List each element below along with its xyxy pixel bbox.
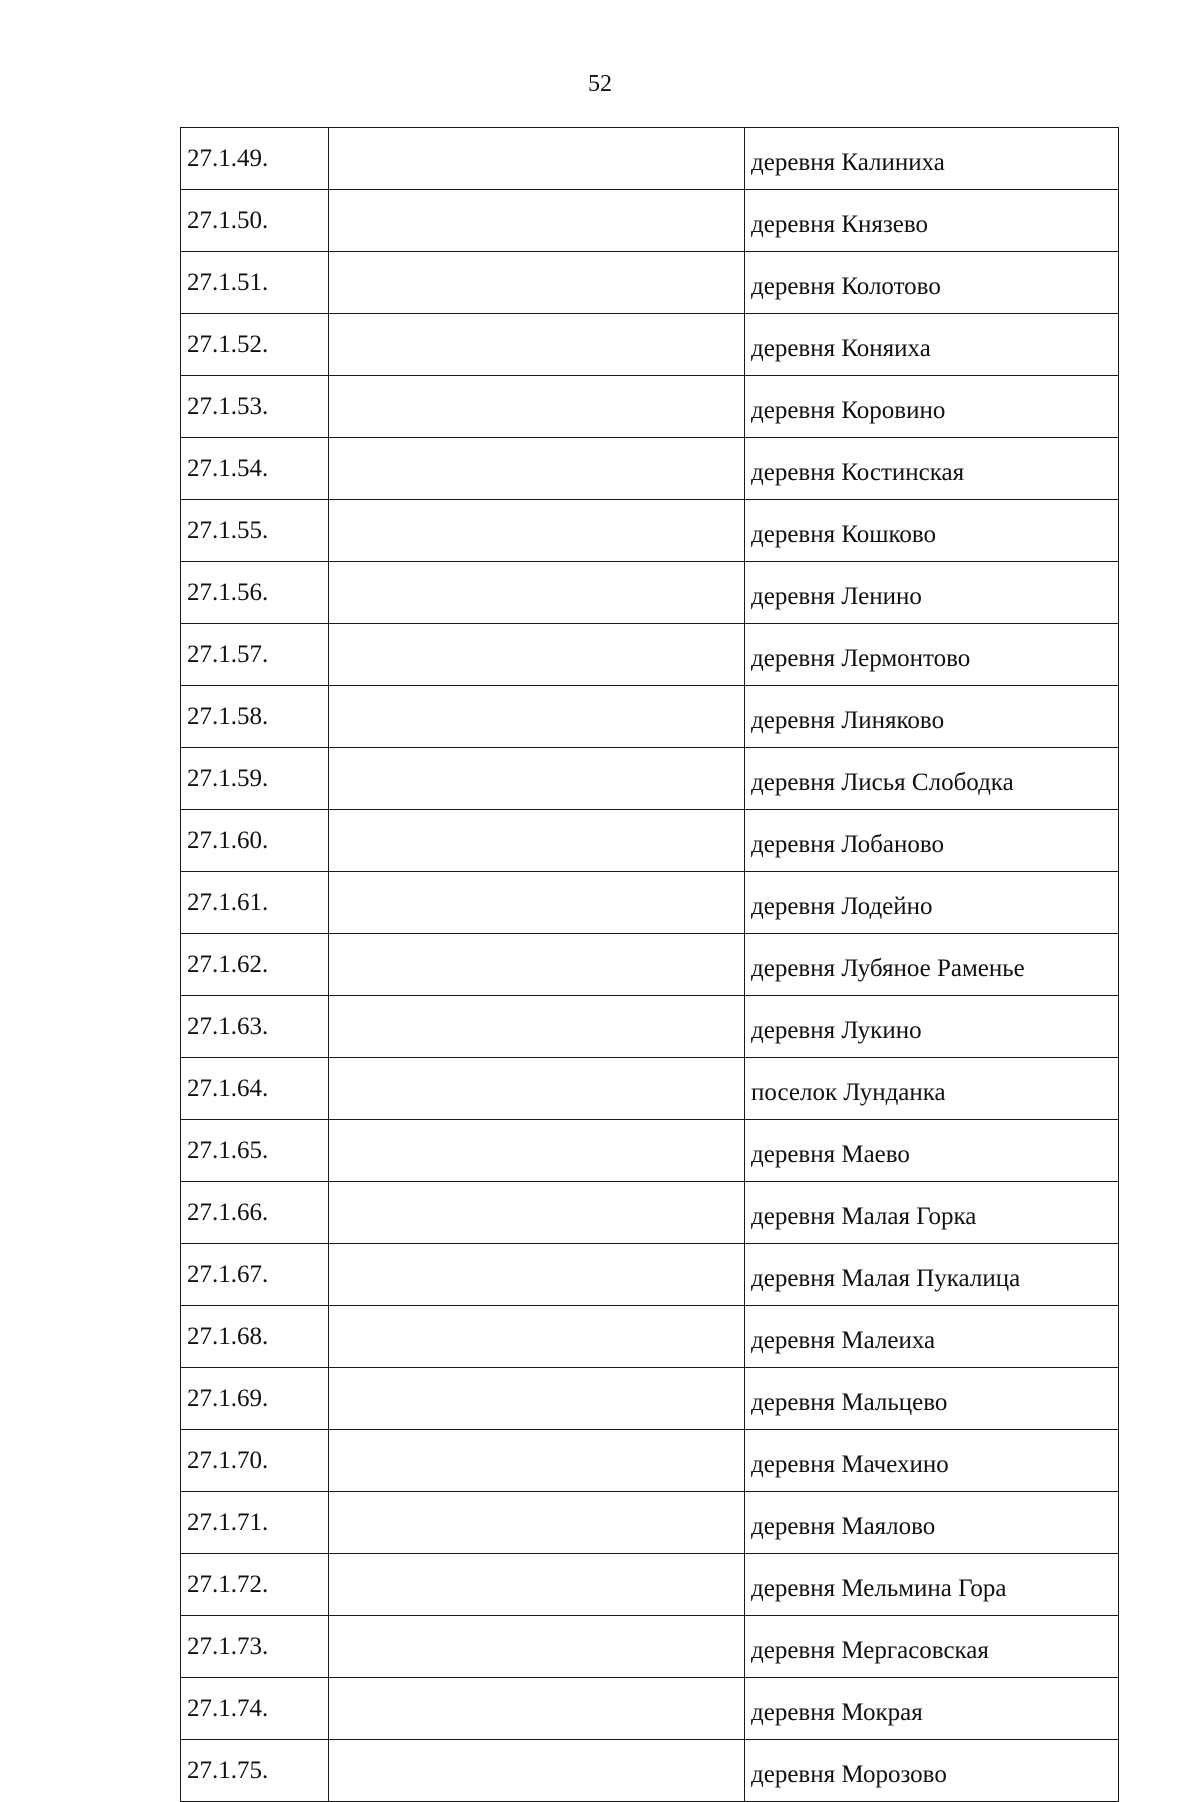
settlement-name-cell: деревня Лукино <box>745 996 1119 1058</box>
empty-cell <box>329 1058 745 1120</box>
empty-cell <box>329 686 745 748</box>
table-row <box>181 1554 1119 1616</box>
table-row <box>181 376 1119 438</box>
table-row <box>181 1306 1119 1368</box>
settlement-name-cell: деревня Лубяное Раменье <box>745 934 1119 996</box>
row-number-cell: 27.1.51. <box>181 252 329 314</box>
empty-cell <box>329 810 745 872</box>
settlement-name-cell: деревня Лодейно <box>745 872 1119 934</box>
table-row <box>181 748 1119 810</box>
table-row <box>181 1740 1119 1802</box>
table-row <box>181 190 1119 252</box>
empty-cell <box>329 500 745 562</box>
settlement-name-cell: деревня Ленино <box>745 562 1119 624</box>
row-number-cell: 27.1.69. <box>181 1368 329 1430</box>
empty-cell <box>329 190 745 252</box>
row-number-cell: 27.1.75. <box>181 1740 329 1802</box>
empty-cell <box>329 562 745 624</box>
settlement-name-cell: деревня Кошково <box>745 500 1119 562</box>
row-number-cell: 27.1.66. <box>181 1182 329 1244</box>
settlement-name-cell: деревня Калиниха <box>745 128 1119 190</box>
row-number-cell: 27.1.64. <box>181 1058 329 1120</box>
settlement-name-cell: деревня Мельмина Гора <box>745 1554 1119 1616</box>
row-number-cell: 27.1.72. <box>181 1554 329 1616</box>
row-number-cell: 27.1.50. <box>181 190 329 252</box>
table-body <box>181 128 1119 1802</box>
row-number-cell: 27.1.67. <box>181 1244 329 1306</box>
table-row <box>181 252 1119 314</box>
table-row <box>181 1678 1119 1740</box>
row-number-cell: 27.1.65. <box>181 1120 329 1182</box>
empty-cell <box>329 1554 745 1616</box>
empty-cell <box>329 1492 745 1554</box>
settlement-name-cell: деревня Костинская <box>745 438 1119 500</box>
empty-cell <box>329 128 745 190</box>
empty-cell <box>329 1120 745 1182</box>
empty-cell <box>329 314 745 376</box>
settlement-name-cell: деревня Маево <box>745 1120 1119 1182</box>
row-number-cell: 27.1.61. <box>181 872 329 934</box>
table-row <box>181 810 1119 872</box>
row-number-cell: 27.1.63. <box>181 996 329 1058</box>
settlement-name-cell: деревня Маялово <box>745 1492 1119 1554</box>
row-number-cell: 27.1.73. <box>181 1616 329 1678</box>
empty-cell <box>329 438 745 500</box>
empty-cell <box>329 1430 745 1492</box>
empty-cell <box>329 1740 745 1802</box>
row-number-cell: 27.1.49. <box>181 128 329 190</box>
table-row <box>181 872 1119 934</box>
row-number-cell: 27.1.74. <box>181 1678 329 1740</box>
row-number-cell: 27.1.56. <box>181 562 329 624</box>
row-number-cell: 27.1.58. <box>181 686 329 748</box>
empty-cell <box>329 252 745 314</box>
row-number-cell: 27.1.71. <box>181 1492 329 1554</box>
settlement-name-cell: деревня Мачехино <box>745 1430 1119 1492</box>
settlement-name-cell: поселок Лунданка <box>745 1058 1119 1120</box>
settlement-name-cell: деревня Колотово <box>745 252 1119 314</box>
settlement-name-cell: деревня Коняиха <box>745 314 1119 376</box>
table-row <box>181 1492 1119 1554</box>
empty-cell <box>329 1678 745 1740</box>
settlement-name-cell: деревня Малая Пукалица <box>745 1244 1119 1306</box>
settlement-name-cell: деревня Мальцево <box>745 1368 1119 1430</box>
row-number-cell: 27.1.57. <box>181 624 329 686</box>
settlement-name-cell: деревня Князево <box>745 190 1119 252</box>
settlement-name-cell: деревня Лобаново <box>745 810 1119 872</box>
empty-cell <box>329 1616 745 1678</box>
table-row <box>181 1430 1119 1492</box>
row-number-cell: 27.1.62. <box>181 934 329 996</box>
row-number-cell: 27.1.60. <box>181 810 329 872</box>
empty-cell <box>329 624 745 686</box>
table-row <box>181 996 1119 1058</box>
row-number-cell: 27.1.59. <box>181 748 329 810</box>
table-row <box>181 1058 1119 1120</box>
table-row <box>181 1368 1119 1430</box>
empty-cell <box>329 1368 745 1430</box>
empty-cell <box>329 996 745 1058</box>
settlement-name-cell: деревня Коровино <box>745 376 1119 438</box>
settlement-name-cell: деревня Малеиха <box>745 1306 1119 1368</box>
table-row <box>181 314 1119 376</box>
empty-cell <box>329 872 745 934</box>
settlement-name-cell: деревня Морозово <box>745 1740 1119 1802</box>
empty-cell <box>329 1306 745 1368</box>
empty-cell <box>329 1244 745 1306</box>
table-row <box>181 1616 1119 1678</box>
table-row <box>181 500 1119 562</box>
row-number-cell: 27.1.70. <box>181 1430 329 1492</box>
row-number-cell: 27.1.53. <box>181 376 329 438</box>
settlement-name-cell: деревня Лермонтово <box>745 624 1119 686</box>
table-row <box>181 438 1119 500</box>
settlement-name-cell: деревня Линяково <box>745 686 1119 748</box>
table-row <box>181 934 1119 996</box>
table-row <box>181 1244 1119 1306</box>
settlements-table <box>180 127 1119 1802</box>
empty-cell <box>329 748 745 810</box>
settlement-name-cell: деревня Малая Горка <box>745 1182 1119 1244</box>
empty-cell <box>329 376 745 438</box>
page-number: 52 <box>588 71 612 97</box>
empty-cell <box>329 1182 745 1244</box>
settlement-name-cell: деревня Лисья Слободка <box>745 748 1119 810</box>
table-row <box>181 562 1119 624</box>
row-number-cell: 27.1.55. <box>181 500 329 562</box>
row-number-cell: 27.1.52. <box>181 314 329 376</box>
table-row <box>181 128 1119 190</box>
settlement-name-cell: деревня Мергасовская <box>745 1616 1119 1678</box>
table-row <box>181 624 1119 686</box>
row-number-cell: 27.1.68. <box>181 1306 329 1368</box>
table-row <box>181 1182 1119 1244</box>
table-row <box>181 686 1119 748</box>
row-number-cell: 27.1.54. <box>181 438 329 500</box>
settlement-name-cell: деревня Мокрая <box>745 1678 1119 1740</box>
table-row <box>181 1120 1119 1182</box>
empty-cell <box>329 934 745 996</box>
